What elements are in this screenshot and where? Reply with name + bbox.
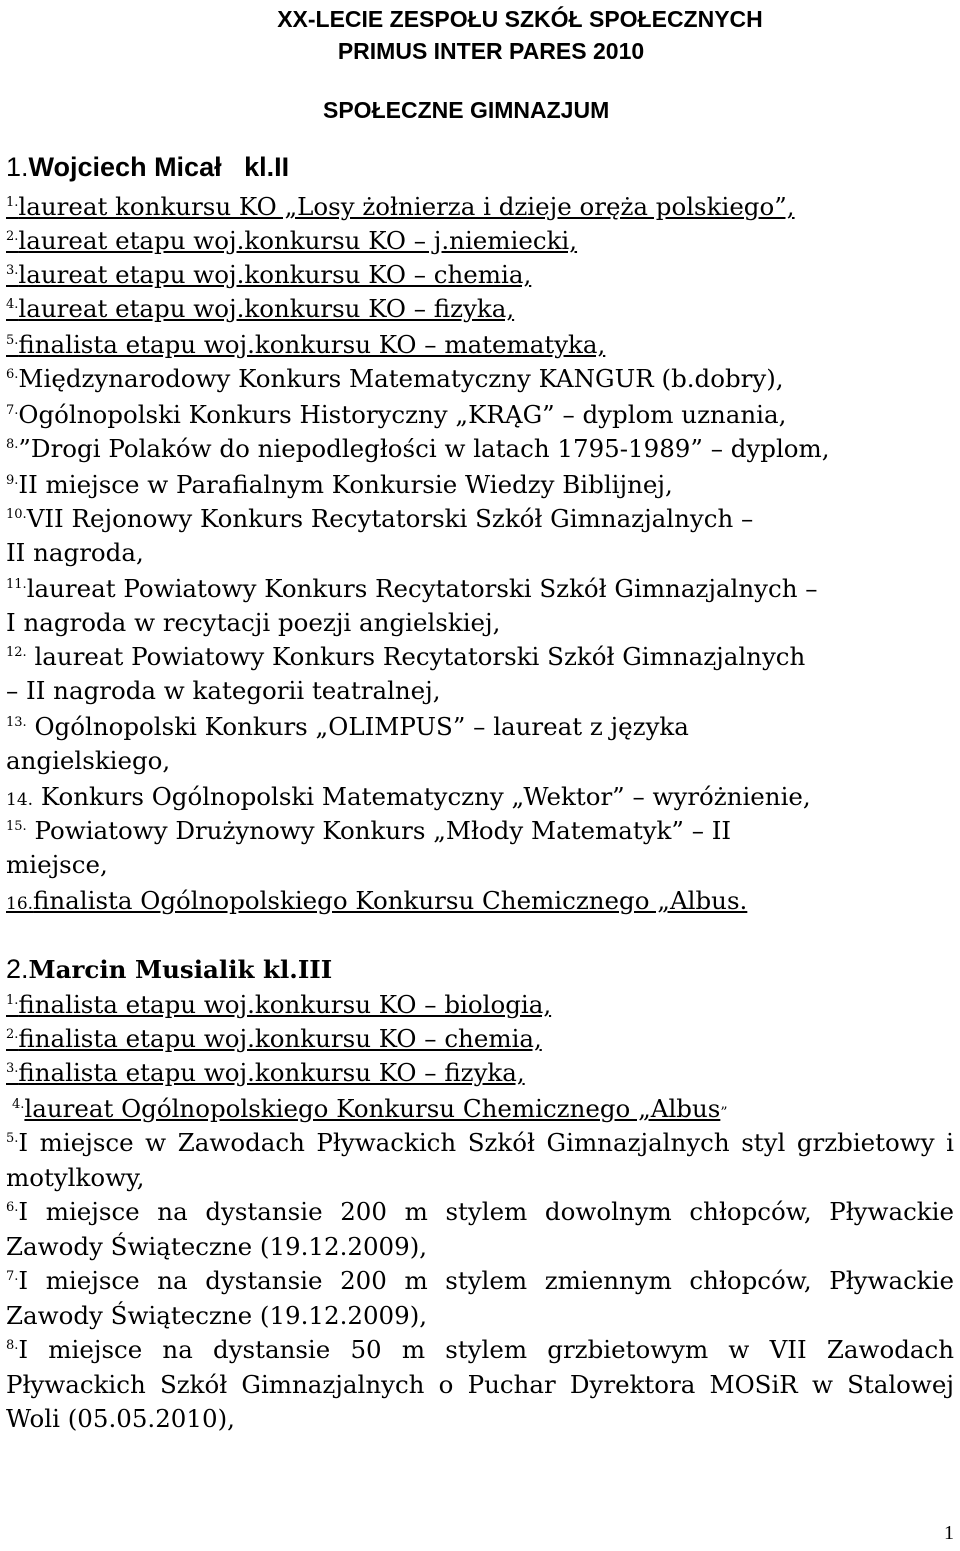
list-item: $^{2.}$finalista etapu woj.konkursu KO – chemia, (6, 1024, 542, 1053)
list-item: $^{13.}$ Ogólnopolski Konkurs „OLIMPUS” – laureat z języka (6, 712, 689, 741)
list-item: $^{11.}$laureat Powiatowy Konkurs Recytatorski Szkół Gimnazjalnych – (6, 574, 818, 603)
document-title-line2: PRIMUS INTER PARES 2010 (337, 38, 645, 64)
list-item: $^{1.}$finalista etapu woj.konkursu KO – biologia, (6, 990, 552, 1019)
student-1-heading: 1.Wojciech Micał kl.II (6, 152, 290, 182)
list-item: $^{9.}$II miejsce w Parafialnym Konkursie Wiedzy Biblijnej, (6, 470, 673, 499)
list-item: $^{1.}$laureat konkursu KO „Losy żołnierza i dzieje oręża polskiego”, (6, 192, 795, 221)
list-item: $^{7.}$Ogólnopolski Konkurs Historyczny „KRĄG” – dyplom uznania, (6, 400, 787, 429)
list-item: $^{8.}$”Drogi Polaków do niepodległości w latach 1795-1989” – dyplom, (6, 434, 830, 463)
list-item: $^{3.}$laureat etapu woj.konkursu KO – chemia, (6, 260, 532, 289)
list-item: $^{5.}$I miejsce w Zawodach Pływackich Szkół Gimnazjalnych styl grzbietowy i motylkowy, (6, 1128, 954, 1192)
student-1-name: Wojciech Micał kl.II (28, 152, 290, 182)
list-item: $^{4.}$laureat etapu woj.konkursu KO – fizyka, (6, 294, 515, 323)
list-item: 16.finalista Ogólnopolskiego Konkursu Chemicznego „Albus. (6, 886, 748, 915)
list-item: $^{8.}$I miejsce na dystansie 50 m stylem grzbietowym w VII Zawodach Pływackich Szkół Gimnazjalnych o Puchar Dyrektora MOSiR w Stalowej Woli (05.05.2010), (6, 1335, 954, 1434)
list-item: 14. Konkurs Ogólnopolski Matematyczny „Wektor” – wyróżnienie, (6, 782, 811, 811)
list-item: $^{10.}$VII Rejonowy Konkurs Recytatorski Szkół Gimnazjalnych – (6, 504, 754, 533)
student-2-heading: 2.Marcin Musialik kl.III (6, 954, 333, 984)
list-item-continuation: I nagroda w recytacji poezji angielskiej, (6, 608, 501, 637)
document-title-line1: XX-LECIE ZESPOŁU SZKÓŁ SPOŁECZNYCH (277, 6, 763, 32)
list-item-continuation: angielskiego, (6, 746, 171, 775)
list-item: $^{6.}$I miejsce na dystansie 200 m stylem dowolnym chłopców, Pływackie Zawody Świąteczne (19.12.2009), (6, 1197, 954, 1261)
list-item: $^{4.}$laureat Ogólnopolskiego Konkursu Chemicznego „Albus” (12, 1094, 728, 1123)
list-item: $^{7.}$I miejsce na dystansie 200 m stylem zmiennym chłopców, Pływackie Zawody Świąteczne (19.12.2009), (6, 1266, 954, 1330)
list-item-continuation: miejsce, (6, 850, 108, 879)
list-item: $^{6.}$Międzynarodowy Konkurs Matematyczny KANGUR (b.dobry), (6, 364, 784, 393)
list-item: $^{12.}$ laureat Powiatowy Konkurs Recytatorski Szkół Gimnazjalnych (6, 642, 806, 671)
section-heading: SPOŁECZNE GIMNAZJUM (323, 97, 610, 123)
list-item: $^{3.}$finalista etapu woj.konkursu KO – fizyka, (6, 1058, 525, 1087)
page-number: 1 (944, 1522, 954, 1544)
list-item: $^{15.}$ Powiatowy Drużynowy Konkurs „Młody Matematyk” – II (6, 816, 732, 845)
list-item: $^{5.}$finalista etapu woj.konkursu KO – matematyka, (6, 330, 606, 359)
student-2-name: Marcin Musialik kl.III (28, 955, 333, 984)
list-item-continuation: II nagroda, (6, 538, 144, 567)
list-item: $^{2.}$laureat etapu woj.konkursu KO – j.niemiecki, (6, 226, 578, 255)
list-item-continuation: – II nagroda w kategorii teatralnej, (6, 676, 441, 705)
